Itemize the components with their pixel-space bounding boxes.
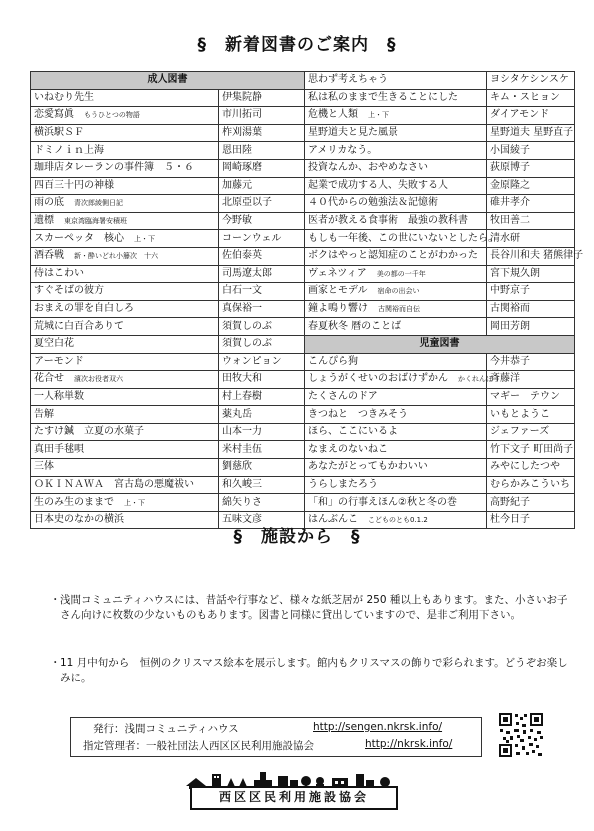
book-author-text: 宮下規久朗 [490, 267, 540, 279]
book-author-text: 綿矢りさ [222, 496, 262, 508]
book-title-text: しょうがくせいのおばけずかん [308, 373, 448, 385]
book-title-text: 「和」の行事えほん②秋と冬の巻 [308, 496, 457, 508]
title-note: 濱次お役者双六 [74, 375, 123, 384]
book-title [31, 335, 219, 353]
book-title-text: 生のみ生のままで [34, 496, 114, 508]
book-title-text: 画家とモデル [308, 285, 368, 297]
note-text: 浅間コミュニティハウスには、昔話や行事など、様々な紙芝居が 250 種以上もあります。また、小さいお子さん向けに枚数の少ないものもあります。図書と同様に貸出していますので、是非ご利用下さい。 [60, 594, 568, 621]
table-row [31, 441, 575, 459]
book-author-text: 須賀しのぶ [222, 320, 272, 332]
book-title [305, 371, 500, 389]
title-note: 青次郎綾側日記 [74, 199, 123, 208]
book-title-text: こんぴら狗 [308, 355, 358, 367]
book-author-text: 田牧大和 [222, 373, 262, 385]
book-title [31, 353, 219, 371]
book-author [487, 247, 584, 265]
book-author [487, 494, 575, 512]
book-author-text: 真保裕一 [222, 303, 262, 315]
book-author-text: 恩田陸 [222, 144, 252, 156]
book-title [305, 476, 487, 494]
children-books-header: 児童図書 [305, 335, 575, 353]
table-row [31, 265, 575, 283]
adult-books-header: 成人図書 [31, 72, 305, 90]
book-title [305, 353, 487, 371]
book-title [305, 142, 487, 160]
book-author [219, 159, 305, 177]
book-title-text: ボクはやっと認知症のことがわかった [308, 250, 478, 262]
book-author [219, 124, 305, 142]
bullet: ・ [50, 657, 61, 669]
book-title [305, 195, 487, 213]
title-note: 上・下 [134, 234, 155, 243]
book-author [219, 247, 305, 265]
table-row [31, 72, 575, 90]
book-title-text: 医者が教える食事術 最強の教科書 [308, 215, 468, 227]
book-author-text: むらかみこういち [490, 478, 570, 490]
book-author [487, 177, 575, 195]
book-title-text: 花合せ [34, 373, 64, 385]
book-author-text: 村上春樹 [222, 390, 262, 402]
book-title-text: 三体 [34, 461, 54, 473]
book-author [487, 159, 575, 177]
book-author-text: 米村圭伍 [222, 443, 262, 455]
book-title [305, 441, 487, 459]
facility-note-2 [50, 656, 570, 686]
book-author-text: 須賀しのぶ [222, 338, 272, 350]
book-title [31, 107, 219, 125]
book-title-text: ＯＫＩＮＡＷＡ 宮古島の悪魔祓い [34, 478, 194, 490]
book-title [305, 318, 487, 336]
book-author-text: 五味文彦 [222, 514, 262, 526]
book-title-text: たくさんのドア [308, 390, 378, 402]
book-author [219, 212, 305, 230]
book-title [31, 459, 219, 477]
book-title [305, 494, 487, 512]
table-row [31, 476, 575, 494]
book-title-text: 雨の底 [34, 197, 64, 209]
book-author-text: ヨシタケシンスケ [490, 74, 569, 86]
book-title-text: なまえのないねこ [308, 443, 388, 455]
book-author [487, 388, 575, 406]
title-note: 古関裕而自伝 [378, 305, 420, 314]
book-author-text: 今野敏 [222, 215, 252, 227]
book-title-text: アーモンド [34, 355, 84, 367]
book-author-text: 山本一力 [222, 426, 262, 438]
book-author-text: 杜今日子 [490, 514, 530, 526]
table-row [31, 459, 575, 477]
book-author [487, 212, 575, 230]
book-author-text: 市川拓司 [222, 109, 262, 121]
book-author [487, 476, 575, 494]
book-title-text: 四百三十円の神様 [34, 179, 114, 191]
book-author-text: 星野道夫 星野直子 [490, 127, 574, 139]
book-title-text: ドミノｉｎ上海 [34, 144, 104, 156]
book-title-text: 投資なんか、おやめなさい [308, 162, 428, 174]
title-note: 上・下 [124, 498, 145, 507]
book-title-text: 恋愛寫眞 [34, 109, 74, 121]
book-author-text: 加藤元 [222, 179, 252, 191]
book-author-text: ウォンピョン [222, 355, 282, 367]
book-author [219, 406, 305, 424]
book-author [487, 318, 575, 336]
title-note: こどものとも0.1.2 [368, 516, 428, 525]
book-author-text: 劉慈欣 [222, 461, 252, 473]
book-author [219, 230, 305, 248]
book-title-text: 一人称単数 [34, 390, 84, 402]
book-title-text: 侍はこわい [34, 267, 84, 279]
table-row [31, 494, 575, 512]
table-row [31, 335, 575, 353]
title-note: もうひとつの物語 [84, 111, 140, 120]
book-title-text: ４０代からの勉強法＆記憶術 [308, 197, 438, 209]
book-author-text: みやにしたつや [490, 461, 560, 473]
book-author [219, 441, 305, 459]
book-title-text: すぐそばの彼方 [34, 285, 104, 297]
association-name: 西区区民利用施設協会 [190, 786, 398, 810]
book-author [219, 423, 305, 441]
book-author [219, 107, 305, 125]
book-title-text: 私は私のままで生きることにした [308, 91, 458, 103]
table-row [31, 230, 575, 248]
book-author [219, 89, 305, 107]
table-row [31, 212, 575, 230]
book-title [31, 283, 219, 301]
book-author-text: 司馬遼太郎 [222, 267, 272, 279]
book-title-text: 春夏秋冬 暦のことば [308, 320, 402, 332]
book-author-text: 碓井孝介 [490, 197, 530, 209]
book-title [305, 300, 487, 318]
book-author-text: マギー テウン [490, 390, 560, 402]
book-title [31, 441, 219, 459]
book-author-text: 伊集院静 [222, 91, 262, 103]
book-title-text: おまえの罪を自白しろ [34, 303, 134, 315]
book-title [305, 283, 487, 301]
title-note: かくれんぼう [458, 375, 500, 384]
book-author-text: 佐伯泰英 [222, 250, 262, 262]
book-author [219, 142, 305, 160]
table-row [31, 247, 575, 265]
book-author [487, 107, 575, 125]
book-title [31, 388, 219, 406]
book-author-text: コーンウェル [222, 232, 282, 244]
table-row [31, 107, 575, 125]
book-title [305, 89, 487, 107]
book-author-text: 今井恭子 [490, 355, 530, 367]
table-row [31, 406, 575, 424]
bullet: ・ [50, 594, 61, 606]
book-title-text: たすけ鍼 立夏の水菓子 [34, 426, 144, 438]
book-title-text: あなたがとってもかわいい [308, 461, 428, 473]
facility-title: § 施設から § [233, 527, 361, 547]
book-author [487, 142, 575, 160]
table-row [31, 353, 575, 371]
book-title-text: 鐘よ鳴り響け [308, 303, 368, 315]
book-title [31, 300, 219, 318]
book-author-text: 北原亞以子 [222, 197, 272, 209]
manager-label: 指定管理者：一般社団法人西区区民利用施設協会 [83, 740, 314, 752]
table-row [31, 423, 575, 441]
book-author [487, 195, 575, 213]
book-title [31, 423, 219, 441]
book-author-text: 長谷川和夫 猪熊律子 [490, 250, 584, 262]
book-title [31, 142, 219, 160]
book-author-text: 中野京子 [490, 285, 530, 297]
book-title-text: 告解 [34, 408, 54, 420]
book-author-text: 小国綾子 [490, 144, 530, 156]
book-author [219, 265, 305, 283]
book-title [305, 124, 487, 142]
book-author-text: キム・スヒョン [490, 91, 560, 103]
title-note: 宿命の出会い [377, 287, 420, 296]
book-title-text: 危機と人類 [308, 109, 358, 121]
book-author-text: ダイアモンド [490, 109, 550, 121]
title-note: 美の都の一千年 [376, 269, 426, 278]
book-title [31, 494, 219, 512]
book-title-text: うらしまたろう [308, 478, 378, 490]
book-title-text: 星野道夫と見た風景 [308, 127, 398, 139]
book-title-text: はんぶんこ [308, 514, 358, 526]
note-text: 11 月中旬から 恒例のクリスマス絵本を展示します。館内もクリスマスの飾りで彩られます。どうぞお楽しみに。 [60, 657, 568, 684]
book-title-text: 珈琲店タレーランの事件簿 ５・６ [34, 162, 194, 174]
book-author [219, 300, 305, 318]
table-row [31, 371, 575, 389]
book-title-text: 思わず考えちゃう [308, 74, 388, 86]
book-title-text: いねむり先生 [34, 91, 94, 103]
book-title-text: 遺標 [34, 215, 54, 227]
book-title-text: 夏空白花 [34, 338, 74, 350]
book-title [305, 72, 487, 90]
book-author [487, 371, 575, 389]
book-title [305, 388, 487, 406]
book-author [487, 406, 575, 424]
book-author [487, 459, 575, 477]
book-author [487, 300, 575, 318]
book-title-text: スカーペッタ 核心 [34, 232, 124, 244]
book-title [31, 371, 219, 389]
book-author-text: 岡崎琢磨 [222, 162, 262, 174]
book-author [219, 335, 305, 353]
book-title [31, 247, 219, 265]
book-title [31, 89, 219, 107]
book-author-text: 岡田芳朗 [490, 320, 530, 332]
book-title [305, 247, 487, 265]
book-title-text: ほら、ここにいるよ [308, 426, 398, 438]
book-list-table [30, 71, 584, 529]
manager-link[interactable]: http://nkrsk.info/ [365, 738, 453, 750]
table-row [31, 388, 575, 406]
book-author [219, 195, 305, 213]
book-title [305, 459, 487, 477]
book-title [305, 177, 487, 195]
book-title-text: きつねと つきみそう [308, 408, 408, 420]
table-row [31, 159, 575, 177]
book-author [487, 441, 575, 459]
book-title-text: 起業で成功する人、失敗する人 [308, 179, 448, 191]
book-title [31, 124, 219, 142]
book-title-text: もしも一年後、この世にいないとしたら。 [308, 232, 498, 244]
book-author [219, 371, 305, 389]
book-author-text: いもとようこ [490, 408, 550, 420]
book-author [219, 318, 305, 336]
book-author [219, 283, 305, 301]
table-row [31, 142, 575, 160]
book-title-text: 酒呑戦 [34, 250, 64, 262]
book-author-text: 清水研 [490, 232, 520, 244]
book-title [305, 265, 487, 283]
book-author-text: 高野紀子 [490, 496, 530, 508]
book-title [305, 423, 487, 441]
table-row [31, 124, 575, 142]
book-title-text: 横浜駅ＳＦ [34, 127, 84, 139]
book-author [219, 177, 305, 195]
book-title [31, 230, 219, 248]
book-author-text: 斉藤洋 [490, 373, 520, 385]
book-title [305, 159, 487, 177]
book-title [31, 476, 219, 494]
book-author [219, 459, 305, 477]
table-row [31, 283, 575, 301]
book-title [31, 318, 219, 336]
book-author [487, 353, 575, 371]
publisher-link[interactable]: http://sengen.nkrsk.info/ [313, 721, 443, 733]
book-author-text: 白石一文 [222, 285, 262, 297]
qr-code-icon [498, 712, 544, 758]
book-title-text: 日本史のなかの横浜 [34, 514, 124, 526]
title-note: 上・下 [368, 111, 389, 120]
book-author-text: 金原隆之 [490, 179, 530, 191]
publisher-label: 発行：浅間コミュニティハウス [93, 723, 239, 735]
book-author [487, 124, 575, 142]
book-title [305, 406, 487, 424]
book-author [487, 265, 575, 283]
book-author-text: 薬丸岳 [222, 408, 252, 420]
book-author [487, 72, 575, 90]
table-row [31, 195, 575, 213]
book-author-text: 荻原博子 [490, 162, 530, 174]
table-row [31, 177, 575, 195]
facility-note-1 [50, 593, 570, 623]
book-author-text: 柞刈湯葉 [222, 127, 262, 139]
book-title [31, 212, 219, 230]
book-author [219, 494, 305, 512]
book-title [305, 107, 487, 125]
book-title-text: 荒城に白百合ありて [34, 320, 124, 332]
new-books-title: § 新着図書のご案内 § [197, 35, 397, 55]
book-author [219, 353, 305, 371]
book-author-text: 古関裕而 [490, 303, 530, 315]
book-author [487, 89, 575, 107]
book-title [305, 212, 487, 230]
book-author [487, 423, 575, 441]
book-title [31, 177, 219, 195]
table-row [31, 300, 575, 318]
book-author-text: 和久峻三 [222, 478, 262, 490]
book-title-text: ヴェネツィア [308, 267, 367, 279]
book-author [487, 283, 575, 301]
book-title-text: アメリカなう。 [308, 144, 378, 156]
publisher-box [70, 717, 482, 757]
title-note: 新・酔いどれ小籐次 十六 [74, 252, 158, 261]
book-author-text: 竹下文子 町田尚子 [490, 443, 574, 455]
book-title [31, 265, 219, 283]
table-row [31, 318, 575, 336]
table-row [31, 89, 575, 107]
book-title [31, 159, 219, 177]
book-author [219, 476, 305, 494]
book-title-text: 真田手毬唄 [34, 443, 84, 455]
book-author [219, 388, 305, 406]
book-author [487, 230, 575, 248]
title-note: 東京湾臨海署安積班 [64, 217, 127, 226]
book-title [31, 195, 219, 213]
book-title [305, 230, 498, 248]
book-author-text: ジェファーズ [490, 426, 550, 438]
book-author-text: 牧田善二 [490, 215, 530, 227]
book-title [31, 406, 219, 424]
